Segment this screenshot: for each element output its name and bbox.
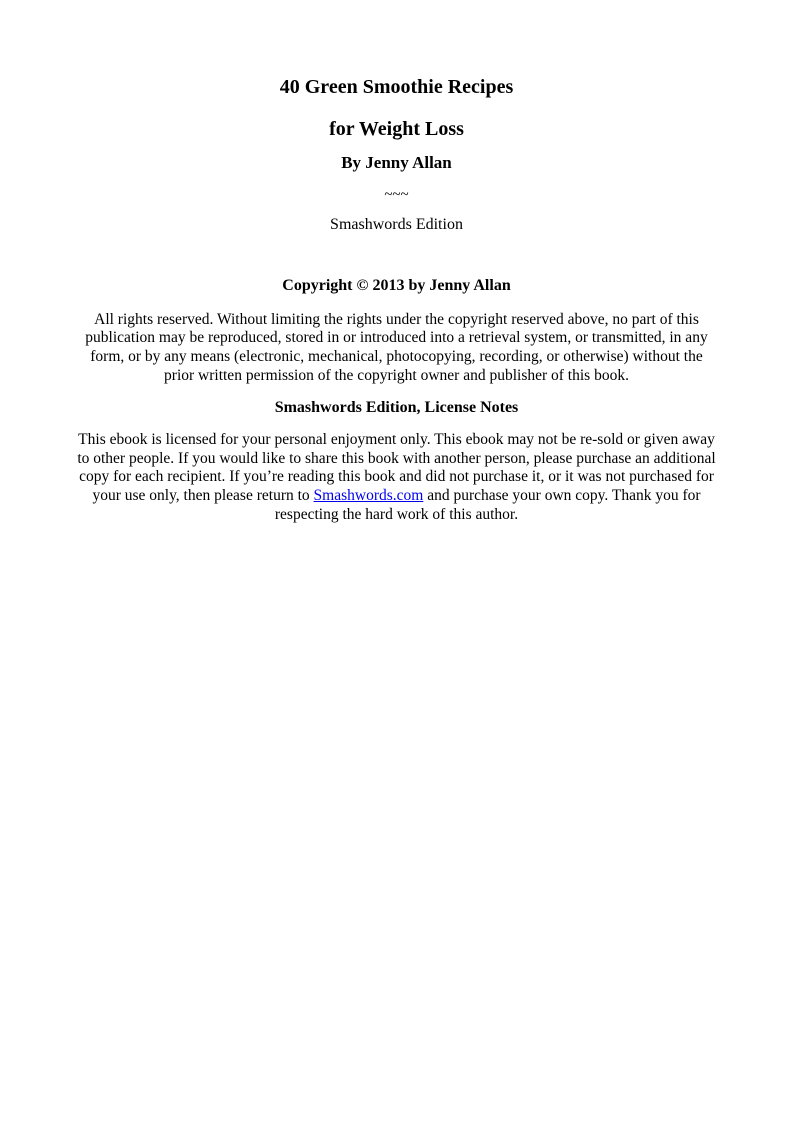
license-text-after-link: and purchase your own copy. Thank you for respecting the hard work of this author.	[274, 487, 701, 523]
book-title-line-2: for Weight Loss	[329, 118, 464, 140]
smashwords-link[interactable]: Smashwords.com	[313, 487, 424, 505]
author-byline: By Jenny Allan	[341, 153, 452, 172]
license-paragraph	[77, 431, 716, 525]
book-title-line-1: 40 Green Smoothie Recipes	[279, 76, 514, 98]
edition-label: Smashwords Edition	[330, 215, 463, 233]
copyright-paragraph: All rights reserved. Without limiting the rights under the copyright reserved above, no part of this publication may be reproduced, stored in or introduced into a retrieval system, or transmitted, in any form, or by any means (electronic, mechanical, photocopying, recording, or otherwise) without the prior written permission of the copyright owner and publisher of this book.	[85, 310, 708, 384]
license-text-before-link: This ebook is licensed for your personal enjoyment only. This ebook may not be re-sold or given away to other people. If you would like to share this book with another person, please purchase an additional copy for each recipient. If you’re reading this book and did not purchase it, or it was not purchased for your use only, then please return to	[77, 430, 716, 505]
tilde-separator: ~~~	[384, 186, 409, 203]
license-notes-heading: Smashwords Edition, License Notes	[274, 398, 519, 416]
copyright-heading: Copyright © 2013 by Jenny Allan	[282, 277, 511, 295]
